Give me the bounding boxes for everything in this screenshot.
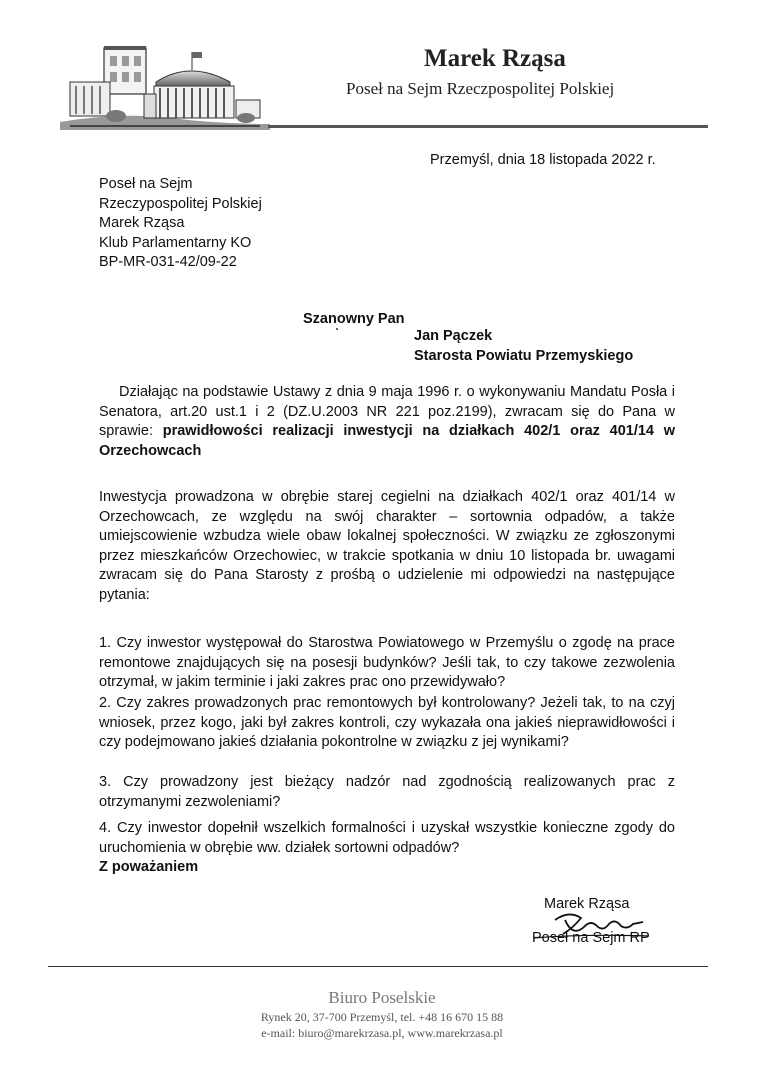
question-1: 1. Czy inwestor występował do Starostwa Powiatowego w Przemyślu o zgodę na prace remontowe znajdujących się na posesji budynków? Jeśli tak, to czy takowe zezwolenia otrzymał, w jakim terminie i jaki zakres prac ono przewidywało?: [99, 635, 675, 690]
letterhead-name: Marek Rząsa: [424, 45, 566, 72]
footer-title: Biuro Poselskie: [328, 988, 436, 1007]
question-3: 3. Czy prowadzony jest bieżący nadzór nad zgodnością realizowanych prac z otrzymanymi zezwoleniami?: [99, 774, 675, 810]
footer-address: Rynek 20, 37-700 Przemyśl, tel. +48 16 670 15 88: [260, 1010, 504, 1024]
letter-date: Przemyśl, dnia 18 listopada 2022 r.: [430, 152, 656, 168]
context-paragraph: Inwestycja prowadzona w obrębie starej cegielni na działkach 402/1 oraz 401/14 w Orzechowcach, ze względu na swój charakter – sortownia odpadów, a także umiejscowienie wzbudza wiele obaw lokalnej społeczności. W związku ze zgłoszonymi przez mieszkańców Orzechowiec, w trakcie spotkania w dniu 10 listopada br. uwagami zwracam się do Pana Starosty z prośbą o udzielenie mi odpowiedzi na następujące pytania:: [99, 489, 675, 603]
scan-speck: [336, 328, 338, 330]
sender-line: Rzeczypospolitej Polskiej: [99, 195, 262, 212]
sender-block: [99, 175, 262, 273]
sejm-building-icon: [60, 42, 270, 130]
signature-role: Poseł na Sejm RP: [532, 930, 650, 946]
recipient-block: [414, 327, 633, 366]
footer-email: e-mail: biuro@marekrzasa.pl, www.marekrzasa.pl: [261, 1026, 503, 1040]
intro-text: Działając na podstawie Ustawy z dnia 9 maja 1996 r. o wykonywaniu Mandatu Posła i Senatora, art.20 ust.1 i 2 (DZ.U.2003 NR 221 poz.2199), zwracam się do Pana w sprawie:: [99, 384, 675, 439]
sender-line: Klub Parlamentarny KO: [99, 234, 252, 251]
recipient-title: Starosta Powiatu Przemyskiego: [414, 347, 634, 364]
intro-subject: prawidłowości realizacji inwestycji na działkach 402/1 oraz 401/14 w Orzechowcach: [99, 423, 675, 459]
letterhead-divider: [268, 125, 708, 128]
letterhead-subtitle: Poseł na Sejm Rzeczpospolitej Polskiej: [346, 79, 615, 98]
sender-line: Poseł na Sejm: [99, 176, 193, 192]
question-4: 4. Czy inwestor dopełnił wszelkich formalności i uzyskał wszystkie konieczne zgody do uruchomienia w obrębie ww. działek sortowni odpadów?: [99, 820, 675, 856]
footer-divider: [48, 966, 708, 967]
intro-paragraph: [99, 383, 675, 461]
signature-name: Marek Rząsa: [544, 896, 630, 912]
salutation: Szanowny Pan: [303, 311, 405, 327]
closing: Z poważaniem: [99, 859, 199, 875]
question-2: 2. Czy zakres prowadzonych prac remontowych był kontrolowany? Jeżeli tak, to na czyj wniosek, przez kogo, jaki był zakres kontroli, czy wykazała ona jakieś nieprawidłowości i czy podejmowano jakieś działania pokontrolne w związku z jej wynikami?: [99, 695, 675, 750]
recipient-name: Jan Pączek: [414, 328, 493, 344]
sender-line: Marek Rząsa: [99, 215, 185, 231]
reference-number: BP-MR-031-42/09-22: [99, 254, 237, 270]
